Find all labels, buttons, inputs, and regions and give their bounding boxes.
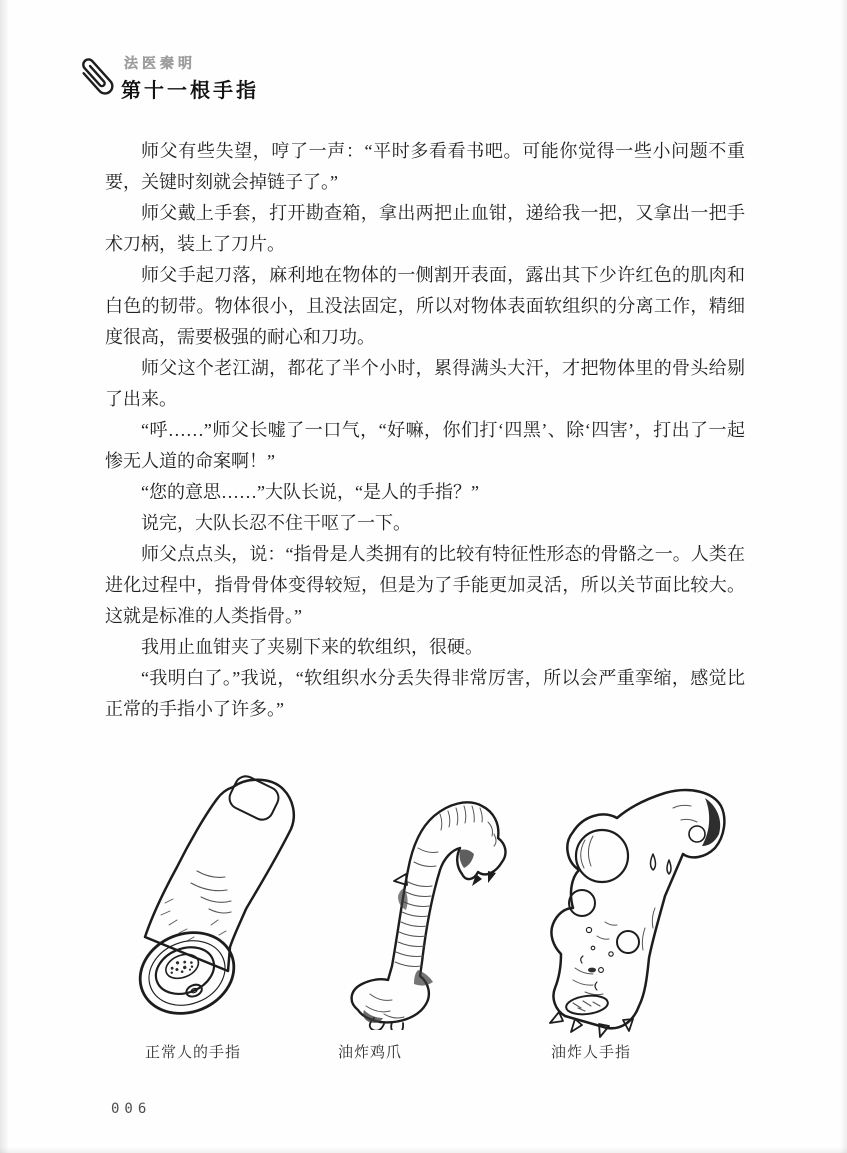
paragraph: 师父这个老江湖，都花了半个小时，累得满头大汗，才把物体里的骨头给剔了出来。 — [105, 358, 745, 409]
paragraph: “我明白了。”我说，“软组织水分丢失得非常厉害，所以会严重挛缩，感觉比正常的手指小了许多。” — [105, 668, 745, 719]
paragraph: 师父戴上手套，打开勘查箱，拿出两把止血钳，递给我一把，又拿出一把手术刀柄，装上了刀片。 — [105, 203, 745, 254]
figure-caption-fried-finger: 油炸人手指 — [551, 1044, 632, 1061]
fried-finger-drawing — [545, 778, 760, 1038]
paragraph: 我用止血钳夹了夹剔下来的软组织，很硬。 — [141, 637, 483, 657]
normal-finger-illustration — [113, 775, 328, 1035]
side-blister — [617, 931, 639, 953]
grease-drips — [651, 854, 672, 874]
burnt-end-cap — [702, 798, 720, 846]
normal-finger-drawing — [113, 775, 328, 1035]
paragraph: “您的意思……”大队长说，“是人的手指？” — [141, 482, 479, 502]
fried-chicken-claw-illustration — [340, 770, 540, 1030]
page-edge-shading-left — [0, 0, 9, 1153]
chicken-claw-drawing — [340, 770, 540, 1030]
chapter-title: 第十一根手指 — [121, 80, 259, 102]
paperclip-icon — [82, 52, 122, 108]
page-edge-shading-right — [840, 0, 847, 1153]
paragraph: “呼……”师父长嘘了一口气，“好嘛，你们打‘四黑’、除‘四害’，打出了一起惨无人道的命案啊！” — [105, 420, 745, 471]
knuckle-bump — [689, 826, 705, 842]
figure-caption-chicken-claw: 油炸鸡爪 — [338, 1044, 403, 1061]
skin-bubbles — [581, 927, 613, 990]
paragraph: 说完，大队长忍不住干呕了一下。 — [141, 513, 411, 533]
paragraph: 师父点点头，说：“指骨是人类拥有的比较有特征性形态的骨骼之一。人类在进化过程中，指骨骨体变得较短，但是为了手能更加灵活，所以关节面比较大。这就是标准的人类指骨。” — [105, 544, 745, 626]
paragraph: 师父有些失望，哼了一声：“平时多看看书吧。可能你觉得一些小问题不重要，关键时刻就会掉链子了。” — [105, 141, 745, 192]
fried-human-finger-illustration — [545, 778, 760, 1038]
large-blister — [576, 830, 628, 882]
paragraph: 师父手起刀落，麻利地在物体的一侧割开表面，露出其下少许红色的肌肉和白色的韧带。物体很小，且没法固定，所以对物体表面软组织的分离工作，精细度很高，需要极强的耐心和刀功。 — [105, 265, 745, 347]
page-number: 006 — [111, 1101, 152, 1117]
figure-caption-normal-finger: 正常人的手指 — [145, 1044, 242, 1061]
page-edge-shading-bottom — [0, 1147, 847, 1153]
body-text — [105, 136, 745, 725]
series-logo: 法医秦明 — [124, 55, 196, 71]
